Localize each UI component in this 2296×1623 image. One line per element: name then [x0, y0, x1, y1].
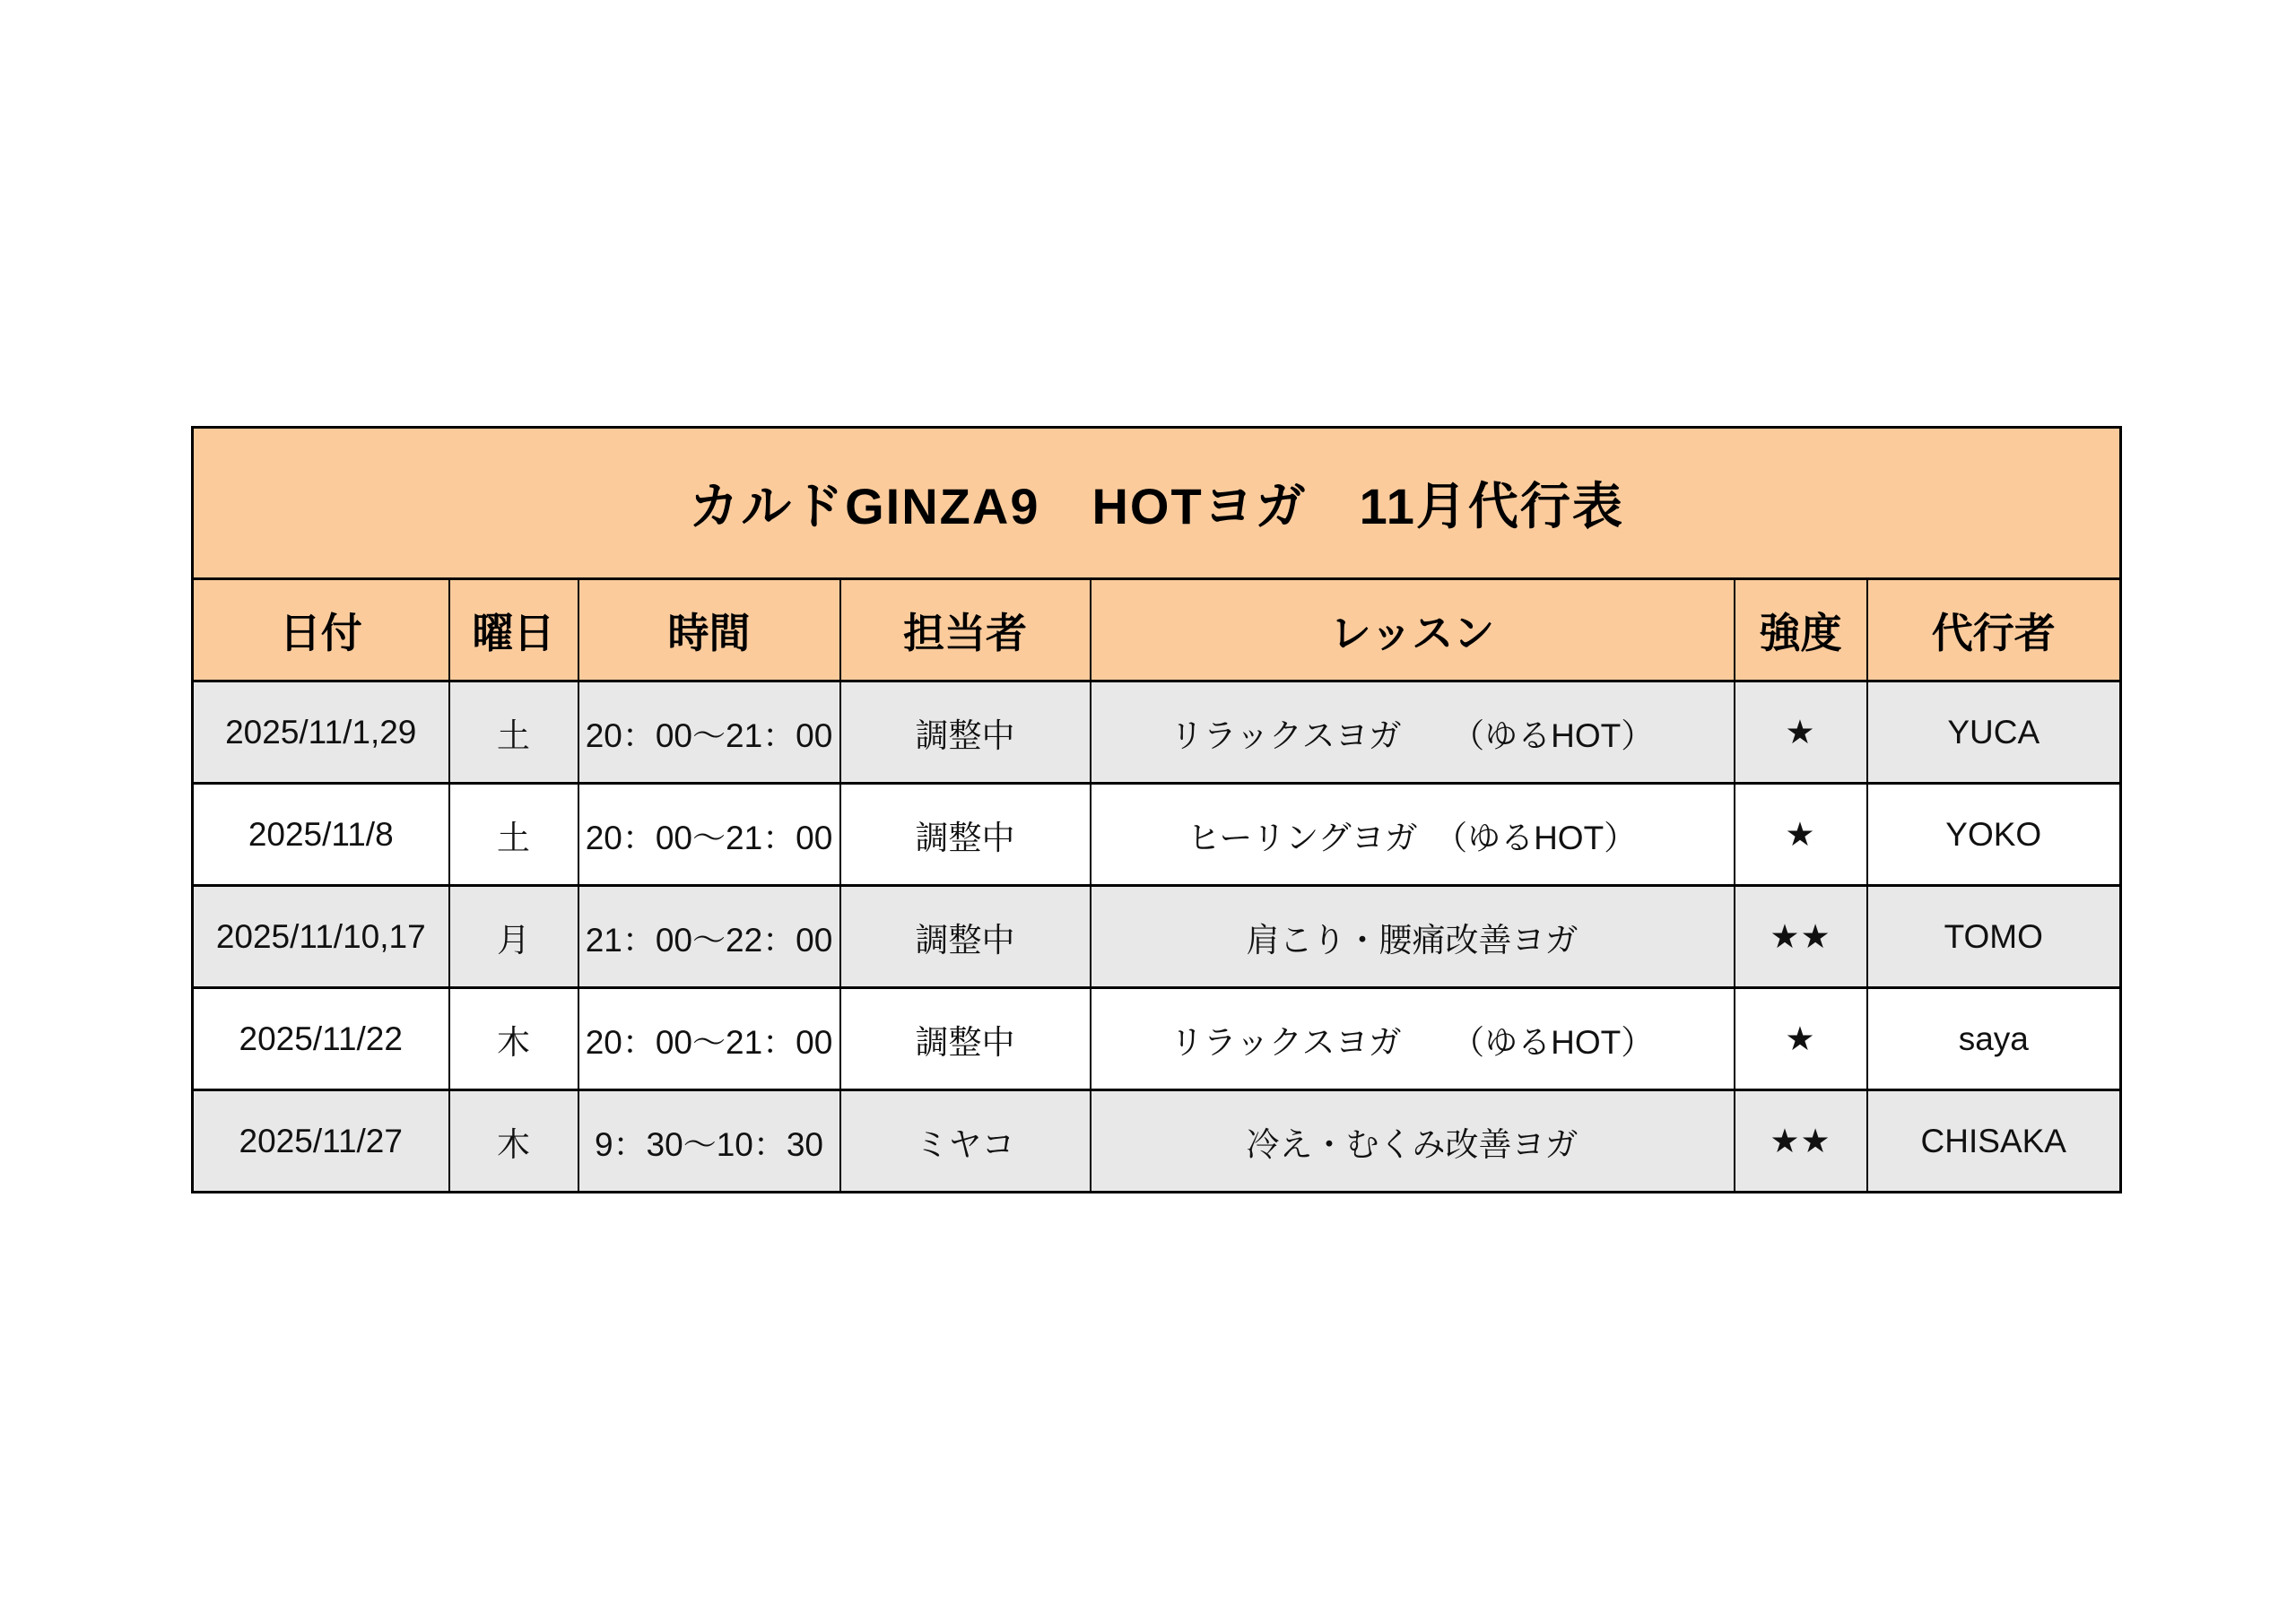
cell-substitute: saya [1867, 988, 2121, 1090]
col-header-time: 時間 [578, 579, 840, 681]
cell-day: 土 [449, 681, 578, 784]
cell-day: 木 [449, 1090, 578, 1193]
cell-instructor: 調整中 [840, 784, 1091, 886]
cell-time: 20：00～21：00 [578, 784, 840, 886]
cell-day: 木 [449, 988, 578, 1090]
table-title: カルドGINZA9 HOTヨガ 11月代行表 [193, 428, 2121, 579]
table-row [193, 784, 2121, 886]
cell-date: 2025/11/1,29 [193, 681, 449, 784]
col-header-substitute: 代行者 [1867, 579, 2121, 681]
cell-instructor: 調整中 [840, 681, 1091, 784]
cell-instructor: ミヤコ [840, 1090, 1091, 1193]
cell-lesson: リラックスヨガ （ゆるHOT） [1091, 988, 1735, 1090]
col-header-lesson: レッスン [1091, 579, 1735, 681]
cell-lesson: ヒーリングヨガ （ゆるHOT） [1091, 784, 1735, 886]
cell-time: 20：00～21：00 [578, 988, 840, 1090]
cell-substitute: CHISAKA [1867, 1090, 2121, 1193]
cell-intensity-stars: ★ [1735, 681, 1867, 784]
cell-time: 20：00～21：00 [578, 681, 840, 784]
cell-intensity-stars: ★ [1735, 988, 1867, 1090]
cell-lesson: 肩こり・腰痛改善ヨガ [1091, 886, 1735, 988]
substitute-schedule-table [191, 426, 2122, 1193]
cell-date: 2025/11/27 [193, 1090, 449, 1193]
header-row [193, 579, 2121, 681]
table-row [193, 1090, 2121, 1193]
cell-day: 土 [449, 784, 578, 886]
table-row [193, 988, 2121, 1090]
cell-intensity-stars: ★★ [1735, 1090, 1867, 1193]
title-row [193, 428, 2121, 579]
cell-substitute: YUCA [1867, 681, 2121, 784]
cell-time: 21：00～22：00 [578, 886, 840, 988]
cell-instructor: 調整中 [840, 886, 1091, 988]
table-row [193, 886, 2121, 988]
cell-date: 2025/11/10,17 [193, 886, 449, 988]
cell-intensity-stars: ★★ [1735, 886, 1867, 988]
cell-instructor: 調整中 [840, 988, 1091, 1090]
cell-substitute: YOKO [1867, 784, 2121, 886]
table-row [193, 681, 2121, 784]
cell-lesson: 冷え・むくみ改善ヨガ [1091, 1090, 1735, 1193]
cell-lesson: リラックスヨガ （ゆるHOT） [1091, 681, 1735, 784]
cell-intensity-stars: ★ [1735, 784, 1867, 886]
cell-substitute: TOMO [1867, 886, 2121, 988]
col-header-intensity: 強度 [1735, 579, 1867, 681]
cell-date: 2025/11/22 [193, 988, 449, 1090]
cell-time: 9：30～10：30 [578, 1090, 840, 1193]
col-header-day: 曜日 [449, 579, 578, 681]
cell-day: 月 [449, 886, 578, 988]
col-header-date: 日付 [193, 579, 449, 681]
cell-date: 2025/11/8 [193, 784, 449, 886]
col-header-instructor: 担当者 [840, 579, 1091, 681]
